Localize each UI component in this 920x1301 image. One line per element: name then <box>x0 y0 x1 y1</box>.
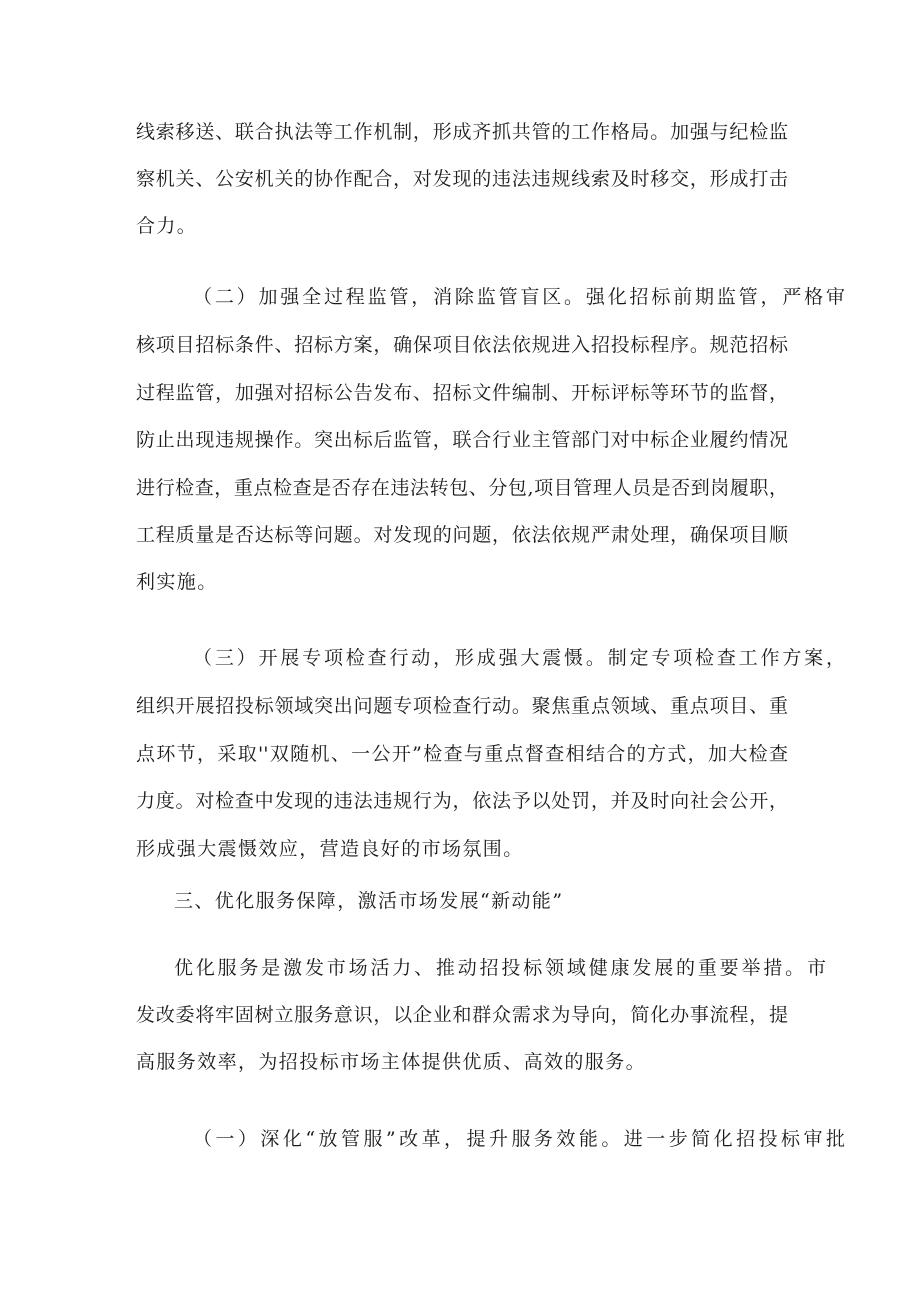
paragraph-line: 点环节，采取''双随机、一公开”检查与重点督查相结合的方式，加大检查 <box>136 743 788 765</box>
paragraph-line: 优化服务是激发市场活力、推动招投标领域健康发展的重要举措。市 <box>174 957 826 979</box>
paragraph-line: 形成强大震慑效应，营造良好的市场氛围。 <box>136 838 524 860</box>
paragraph-line: 力度。对检查中发现的违法违规行为，依法予以处罚，并及时向社会公开， <box>136 790 788 812</box>
paragraph-line: 防止出现违规操作。突出标后监管，联合行业主管部门对中标企业履约情况 <box>136 429 788 451</box>
paragraph-line: 进行检查，重点检查是否存在违法转包、分包,项目管理人员是否到岗履职， <box>136 477 788 499</box>
section-heading-line: （一）深化“放管服”改革，提升服务效能。进一步简化招投标审批 <box>193 1128 845 1150</box>
paragraph-line: 过程监管，加强对招标公告发布、招标文件编制、开标评标等环节的监督， <box>136 382 788 404</box>
section-heading-line: （二）加强全过程监管，消除监管盲区。强化招标前期监管，严格审 <box>193 286 845 308</box>
paragraph-line: 发改委将牢固树立服务意识，以企业和群众需求为导向，简化办事流程，提 <box>136 1004 788 1026</box>
paragraph-line: 核项目招标条件、招标方案，确保项目依法依规进入招投标程序。规范招标 <box>136 334 788 356</box>
section-heading-line: （三）开展专项检查行动，形成强大震慑。制定专项检查工作方案， <box>193 647 845 669</box>
chapter-heading: 三、优化服务保障，激活市场发展“新动能” <box>174 890 564 912</box>
paragraph-line: 工程质量是否达标等问题。对发现的问题，依法依规严肃处理，确保项目顺 <box>136 524 788 546</box>
paragraph-line: 组织开展招投标领域突出问题专项检查行动。聚焦重点领域、重点项目、重 <box>136 695 788 717</box>
paragraph-line: 线索移送、联合执法等工作机制，形成齐抓共管的工作格局。加强与纪检监 <box>136 121 788 143</box>
paragraph-line: 合力。 <box>136 215 198 237</box>
paragraph-line: 利实施。 <box>136 571 218 593</box>
paragraph-line: 高服务效率，为招投标市场主体提供优质、高效的服务。 <box>136 1051 647 1073</box>
paragraph-line: 察机关、公安机关的协作配合，对发现的违法违规线索及时移交，形成打击 <box>136 168 788 190</box>
